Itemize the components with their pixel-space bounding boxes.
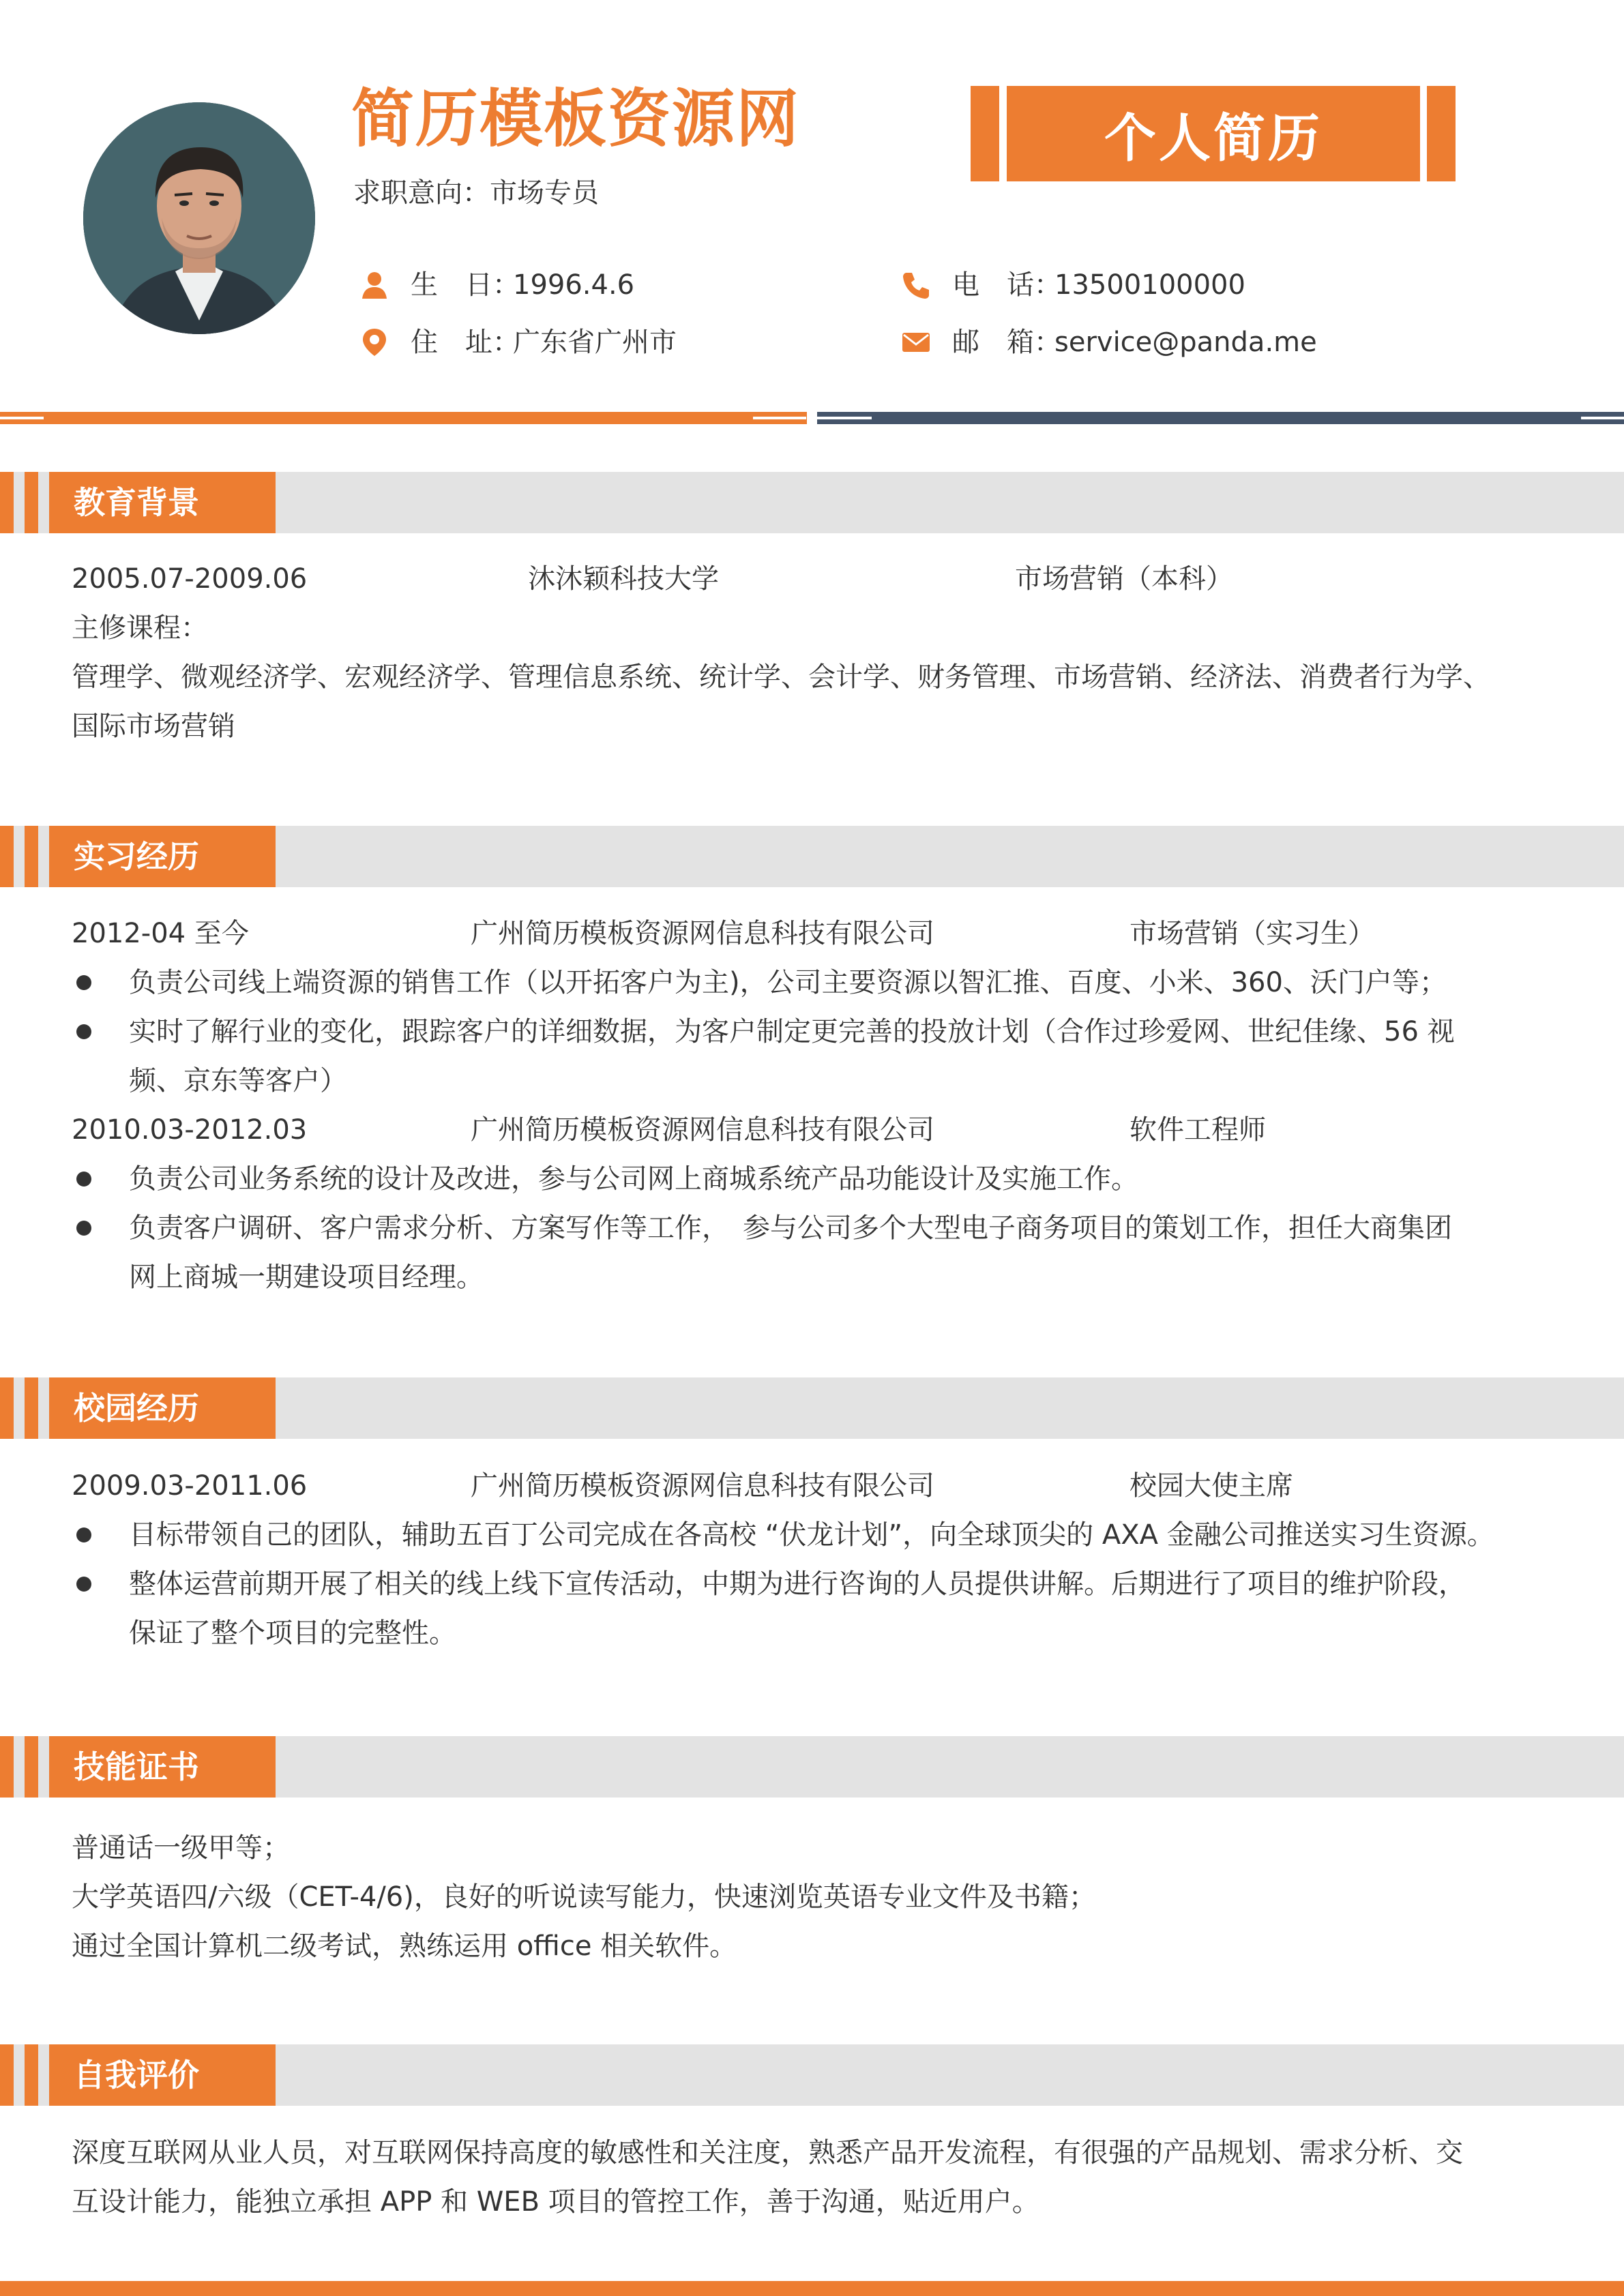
campus-bullet-text: 目标带领自己的团队，辅助五百丁公司完成在各高校 “伏龙计划”，向全球顶尖的 AXA 金融公司推送实习生资源。 <box>129 1519 1494 1551</box>
section-title: 实习经历 <box>49 826 276 887</box>
job-bullet-text: 负责公司线上端资源的销售工作（以开拓客户为主)，公司主要资源以智汇推、百度、小米、360、沃门户等； <box>129 967 1447 998</box>
bullet-dot <box>76 1024 91 1039</box>
edu-school: 沐沐颖科技大学 <box>528 563 719 595</box>
profile-photo <box>83 102 315 334</box>
section-self-eval-header <box>0 2044 1624 2106</box>
email-label: 邮 箱： <box>952 327 1061 358</box>
address-label: 住 址： <box>411 327 520 358</box>
campus-bullet-text: 整体运营前期开展了相关的线上线下宣传活动，中期为进行咨询的人员提供讲解。后期进行了项目的维护阶段， <box>129 1568 1466 1600</box>
section-title: 自我评价 <box>49 2044 276 2106</box>
birth-label: 生 日： <box>411 269 520 301</box>
resume-badge <box>1007 86 1420 181</box>
resume-badge-label: 个人简历 <box>1104 107 1323 168</box>
birth-value: 1996.4.6 <box>513 269 635 301</box>
badge-stripe-left <box>971 86 999 181</box>
site-title: 简历模板资源网 <box>351 83 801 155</box>
avatar <box>83 102 315 334</box>
skill-line: 大学英语四/六级（CET-4/6)，良好的听说读写能力，快速浏览英语专业文件及书籍； <box>72 1881 1096 1913</box>
section-education-header <box>0 472 1624 533</box>
campus-bullet-text: 保证了整个项目的完整性。 <box>129 1617 456 1649</box>
email-info <box>898 322 1317 363</box>
campus-company: 广州简历模板资源网信息科技有限公司 <box>471 1470 934 1502</box>
edu-period: 2005.07-2009.06 <box>72 563 308 595</box>
email-value: service@panda.me <box>1054 327 1317 358</box>
edu-courses-line: 管理学、微观经济学、宏观经济学、管理信息系统、统计学、会计学、财务管理、市场营销、经济法、消费者行为学、 <box>72 661 1490 693</box>
section-campus-header <box>0 1377 1624 1439</box>
birth-info <box>356 265 634 305</box>
header-divider-orange <box>0 412 807 424</box>
phone-label: 电 话： <box>952 269 1061 301</box>
section-title: 教育背景 <box>49 472 276 533</box>
envelope-icon <box>898 324 934 361</box>
footer-bar <box>0 2281 1624 2296</box>
job-bullet-text: 实时了解行业的变化，跟踪客户的详细数据，为客户制定更完善的投放计划（合作过珍爱网、世纪佳缘、56 视 <box>129 1016 1455 1047</box>
edu-major: 市场营销（本科） <box>1015 563 1233 595</box>
job-company: 广州简历模板资源网信息科技有限公司 <box>471 1114 934 1146</box>
job-period: 2012-04 至今 <box>72 918 249 949</box>
job-period: 2010.03-2012.03 <box>72 1114 308 1146</box>
skill-line: 普通话一级甲等； <box>72 1832 290 1864</box>
section-title: 技能证书 <box>49 1736 276 1798</box>
phone-value: 13500100000 <box>1054 269 1245 301</box>
skill-line: 通过全国计算机二级考试，熟练运用 office 相关软件。 <box>72 1930 737 1962</box>
job-bullet-text: 网上商城一期建设项目经理。 <box>129 1262 484 1293</box>
job-role: 软件工程师 <box>1130 1114 1266 1146</box>
self-eval-line: 互设计能力，能独立承担 APP 和 WEB 项目的管控工作，善于沟通，贴近用户。 <box>72 2186 1039 2218</box>
edu-courses-line: 国际市场营销 <box>72 711 235 742</box>
bullet-dot <box>76 1577 91 1592</box>
phone-info <box>898 265 1245 305</box>
campus-period: 2009.03-2011.06 <box>72 1470 308 1502</box>
header-divider-navy <box>817 412 1624 424</box>
campus-role: 校园大使主席 <box>1130 1470 1293 1502</box>
bullet-dot <box>76 1527 91 1542</box>
location-pin-icon <box>356 324 393 361</box>
job-bullet-text: 频、京东等客户） <box>129 1065 347 1097</box>
bullet-dot <box>76 1172 91 1187</box>
job-bullet-text: 负责公司业务系统的设计及改进，参与公司网上商城系统产品功能设计及实施工作。 <box>129 1163 1138 1195</box>
address-value: 广东省广州市 <box>513 327 677 358</box>
self-eval-line: 深度互联网从业人员，对互联网保持高度的敏感性和关注度，熟悉产品开发流程，有很强的产品规划、需求分析、交 <box>72 2137 1463 2168</box>
bullet-dot <box>76 1221 91 1236</box>
job-bullet-text: 负责客户调研、客户需求分析、方案写作等工作， 参与公司多个大型电子商务项目的策划工作，担任大商集团 <box>129 1212 1452 1244</box>
section-internship-header <box>0 826 1624 887</box>
person-icon <box>356 267 393 303</box>
section-title: 校园经历 <box>49 1377 276 1439</box>
phone-icon <box>898 267 934 303</box>
bullet-dot <box>76 975 91 990</box>
address-info <box>356 322 677 363</box>
job-intent: 求职意向：市场专员 <box>353 177 599 209</box>
badge-stripe-right <box>1427 86 1456 181</box>
section-skills-header <box>0 1736 1624 1798</box>
edu-courses-label: 主修课程： <box>72 612 208 644</box>
job-role: 市场营销（实习生） <box>1130 918 1375 949</box>
job-company: 广州简历模板资源网信息科技有限公司 <box>471 918 934 949</box>
